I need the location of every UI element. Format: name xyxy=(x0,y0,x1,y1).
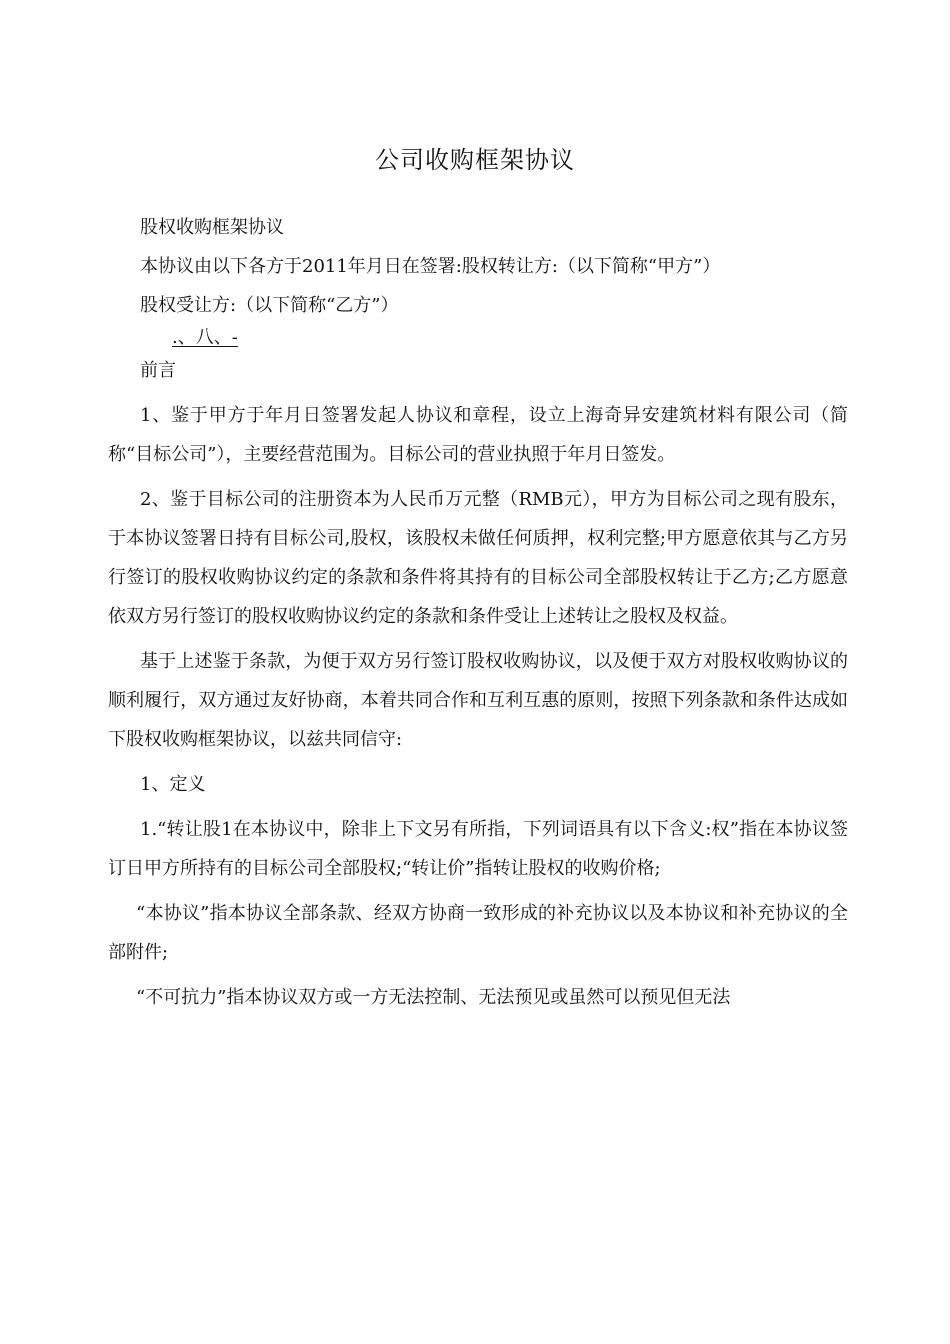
separator-text: .、八、- xyxy=(172,327,238,348)
document-title: 公司收购框架协议 xyxy=(375,146,575,174)
definitions-heading: 1、定义 xyxy=(140,774,206,795)
parties-paragraph: 本协议由以下各方于2011年月日在签署:股权转让方:（以下简称“甲方”） xyxy=(140,256,721,277)
subtitle-paragraph: 股权收购框架协议 xyxy=(140,217,284,238)
definition-agreement-paragraph: “本协议”指本协议全部条款、经双方协商一致形成的补充协议以及本协议和补充协议的全部附件; xyxy=(108,903,848,963)
definition-force-majeure-paragraph: “不可抗力”指本协议双方或一方无法控制、无法预见或虽然可以预见但无法 xyxy=(136,987,731,1008)
whereas-summary-paragraph: 基于上述鉴于条款，为便于双方另行签订股权收购协议，以及便于双方对股权收购协议的顺利履行，双方通过友好协商，本着共同合作和互利互惠的原则，按照下列条款和条件达成如下股权收购框架协议，以兹共同信守: xyxy=(108,651,848,750)
recital-1-paragraph: 1、鉴于甲方于年月日签署发起人协议和章程，设立上海奇异安建筑材料有限公司（简称“目标公司”），主要经营范围为。目标公司的营业执照于年月日签发。 xyxy=(108,405,848,465)
preamble-heading: 前言 xyxy=(140,360,176,381)
document-body xyxy=(108,208,848,1017)
recital-2-paragraph: 2、鉴于目标公司的注册资本为人民币万元整（RMB元），甲方为目标公司之现有股东，于本协议签署日持有目标公司,股权，该股权未做任何质押，权利完整;甲方愿意依其与乙方另行签订的股权收购协议约定的条款和条件将其持有的目标公司全部股权转让于乙方;乙方愿意依双方另行签订的股权收购协议约定的条款和条件受让上述转让之股权及权益。 xyxy=(108,489,848,627)
separator-line xyxy=(108,325,848,351)
transferee-paragraph: 股权受让方:（以下简称“乙方”） xyxy=(140,295,399,316)
definition-transfer-paragraph: 1.“转让股1在本协议中，除非上下文另有所指，下列词语具有以下含义:权”指在本协议签订日甲方所持有的目标公司全部股权;“转让价”指转让股权的收购价格; xyxy=(108,819,848,879)
